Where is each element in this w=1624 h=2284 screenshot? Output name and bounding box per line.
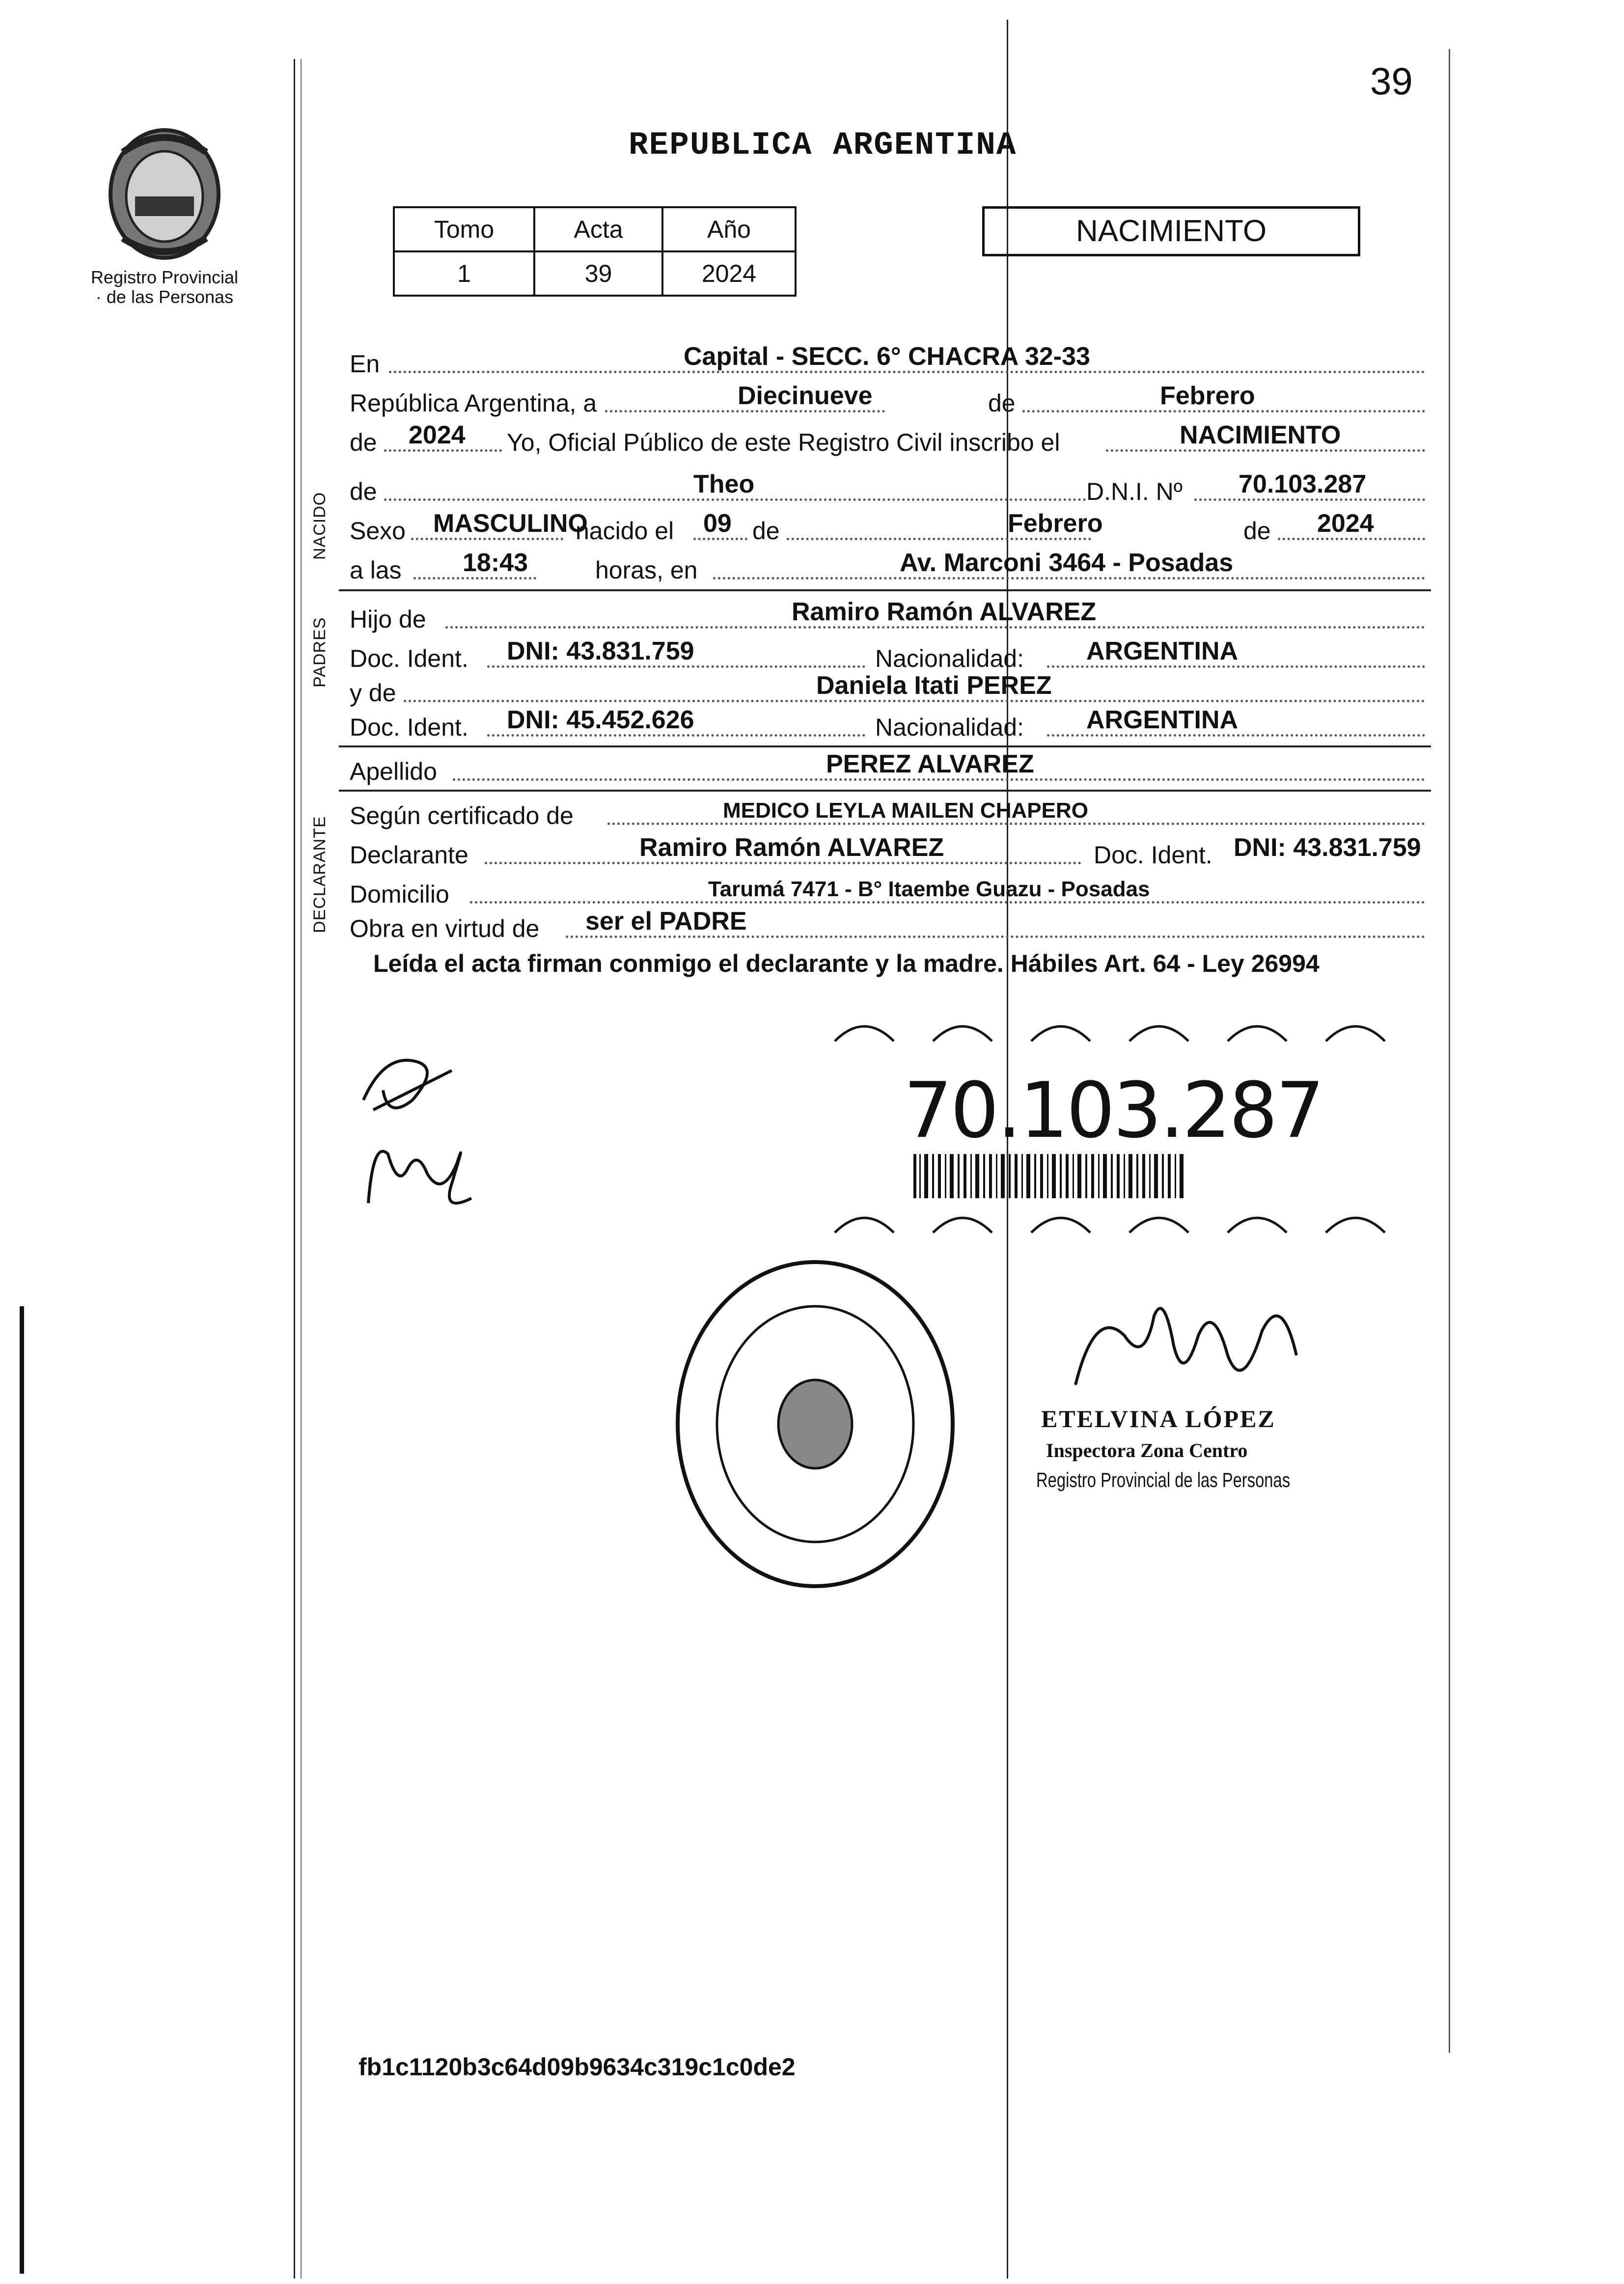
value-madre-doc: DNI: 45.452.626: [507, 706, 694, 734]
value-nac-dia: 09: [703, 509, 732, 538]
record-reference-table: [393, 206, 797, 297]
issuer-line-2: · de las Personas: [95, 287, 234, 307]
value-lugar-nacimiento: Av. Marconi 3464 - Posadas: [900, 549, 1234, 577]
value-nac-anio: 2024: [1317, 509, 1374, 538]
value-acto: NACIMIENTO: [1180, 421, 1341, 449]
label-obra: Obra en virtud de: [350, 915, 540, 942]
value-tomo: 1: [394, 251, 534, 296]
value-padre: Ramiro Ramón ALVAREZ: [792, 598, 1097, 626]
value-madre: Daniela Itati PEREZ: [816, 671, 1052, 700]
value-declarante-doc: DNI: 43.831.759: [1234, 833, 1421, 862]
province-emblem-icon: [83, 123, 246, 265]
row-anio-acto: [350, 422, 1430, 457]
row-hora-lugar: [350, 550, 1430, 584]
signatory-office: Registro Provincial de las Personas: [1036, 1468, 1291, 1491]
label-horas-en: horas, en: [595, 556, 698, 584]
id-sticker-number: 70.103.287: [904, 1066, 1323, 1155]
section-divider: [339, 745, 1431, 747]
label-dni: D.N.I. Nº: [1086, 478, 1183, 505]
label-nacido-el: nacido el: [576, 517, 674, 545]
document-title: REPUBLICA ARGENTINA: [629, 127, 1017, 164]
label-en: En: [350, 350, 380, 378]
signatory-name: ETELVINA LÓPEZ: [1041, 1405, 1276, 1432]
label-doc-ident-padre: Doc. Ident.: [350, 645, 468, 672]
label-a-las: a las: [350, 556, 402, 584]
value-mes: Febrero: [1160, 382, 1255, 410]
province-seal: [83, 123, 246, 307]
row-madre-doc: [350, 707, 1430, 742]
row-en: [350, 344, 1430, 378]
scan-edge-mark: [20, 1306, 24, 2274]
label-de-nac-mes: de: [752, 517, 780, 545]
label-republica: República Argentina, a: [350, 389, 597, 417]
left-margin-line: [294, 59, 295, 2279]
side-label-padres: PADRES: [310, 617, 329, 688]
official-stamp: [668, 1252, 963, 1596]
handwritten-signature-icon: [354, 1041, 481, 1218]
right-margin-line: [1449, 49, 1450, 2053]
issuer-line-1: Registro Provincial: [90, 267, 239, 287]
value-domicilio: Tarumá 7471 - B° Itaembe Guazu - Posadas: [708, 877, 1150, 901]
label-certificado: Según certificado de: [350, 802, 574, 829]
row-nombre: [350, 471, 1430, 506]
value-hora: 18:43: [463, 549, 528, 577]
row-apellido: [350, 751, 1430, 786]
value-dia: Diecinueve: [738, 382, 873, 410]
label-de-anio: de: [350, 429, 377, 456]
row-padre: [350, 599, 1430, 633]
official-signature-icon: [1066, 1287, 1311, 1414]
row-domicilio: [350, 874, 1430, 908]
closing-text: Leída el acta firman conmigo el declarante y la madre. Hábiles Art. 64 - Ley 26994: [373, 950, 1320, 977]
left-margin-line-2: [301, 59, 302, 2279]
value-padre-doc: DNI: 43.831.759: [507, 637, 694, 665]
value-madre-nac: ARGENTINA: [1086, 706, 1239, 734]
label-doc-ident-declarante: Doc. Ident.: [1094, 841, 1212, 869]
document-hash: fb1c1120b3c64d09b9634c319c1c0de2: [358, 2053, 796, 2081]
value-sexo: MASCULINO: [433, 509, 588, 538]
act-type-box: NACIMIENTO: [982, 206, 1360, 256]
row-padre-doc: [350, 638, 1430, 673]
id-sticker: [805, 992, 1395, 1242]
row-fecha-inscripcion: [350, 383, 1430, 417]
label-nacionalidad-padre: Nacionalidad:: [875, 645, 1024, 672]
row-sexo: [350, 511, 1430, 545]
header-acta: Acta: [534, 207, 662, 251]
page-number: 39: [1370, 59, 1413, 103]
section-divider: [339, 589, 1431, 591]
section-divider: [339, 790, 1431, 792]
value-declarante: Ramiro Ramón ALVAREZ: [639, 833, 944, 862]
row-madre: [350, 673, 1430, 707]
value-lugar-inscripcion: Capital - SECC. 6° CHACRA 32-33: [684, 342, 1090, 371]
row-certificado: [350, 796, 1430, 830]
value-acta: 39: [534, 251, 662, 296]
value-padre-nac: ARGENTINA: [1086, 637, 1239, 665]
value-obra: ser el PADRE: [585, 907, 747, 936]
signatory-role: Inspectora Zona Centro: [1046, 1439, 1248, 1461]
label-de-nombre: de: [350, 478, 377, 505]
label-sexo: Sexo: [350, 517, 406, 545]
header-anio: Año: [662, 207, 796, 251]
label-domicilio: Domicilio: [350, 881, 449, 908]
label-yo-oficial: Yo, Oficial Público de este Registro Civil inscribo el: [507, 429, 1060, 456]
value-nombre: Theo: [693, 470, 755, 498]
side-label-nacido: NACIDO: [310, 492, 329, 560]
label-y-de: y de: [350, 679, 396, 707]
value-anio: 2024: [662, 251, 796, 296]
row-obra: [350, 908, 1430, 943]
label-doc-ident-madre: Doc. Ident.: [350, 714, 468, 741]
header-tomo: Tomo: [394, 207, 534, 251]
label-declarante: Declarante: [350, 841, 468, 869]
side-label-declarante: DECLARANTE: [310, 816, 329, 933]
label-apellido: Apellido: [350, 758, 437, 785]
label-hijo-de: Hijo de: [350, 605, 426, 633]
official-stamp-icon: [668, 1252, 963, 1596]
value-nac-mes: Febrero: [1008, 509, 1103, 538]
value-apellido: PEREZ ALVAREZ: [826, 750, 1034, 778]
row-declarante: [350, 835, 1430, 869]
value-anio-inscripcion: 2024: [409, 421, 466, 449]
value-dni: 70.103.287: [1239, 470, 1367, 498]
label-nacionalidad-madre: Nacionalidad:: [875, 714, 1024, 741]
label-de-nac-anio: de: [1243, 517, 1271, 545]
value-certificado: MEDICO LEYLA MAILEN CHAPERO: [723, 798, 1088, 823]
label-de-mes: de: [988, 389, 1016, 417]
